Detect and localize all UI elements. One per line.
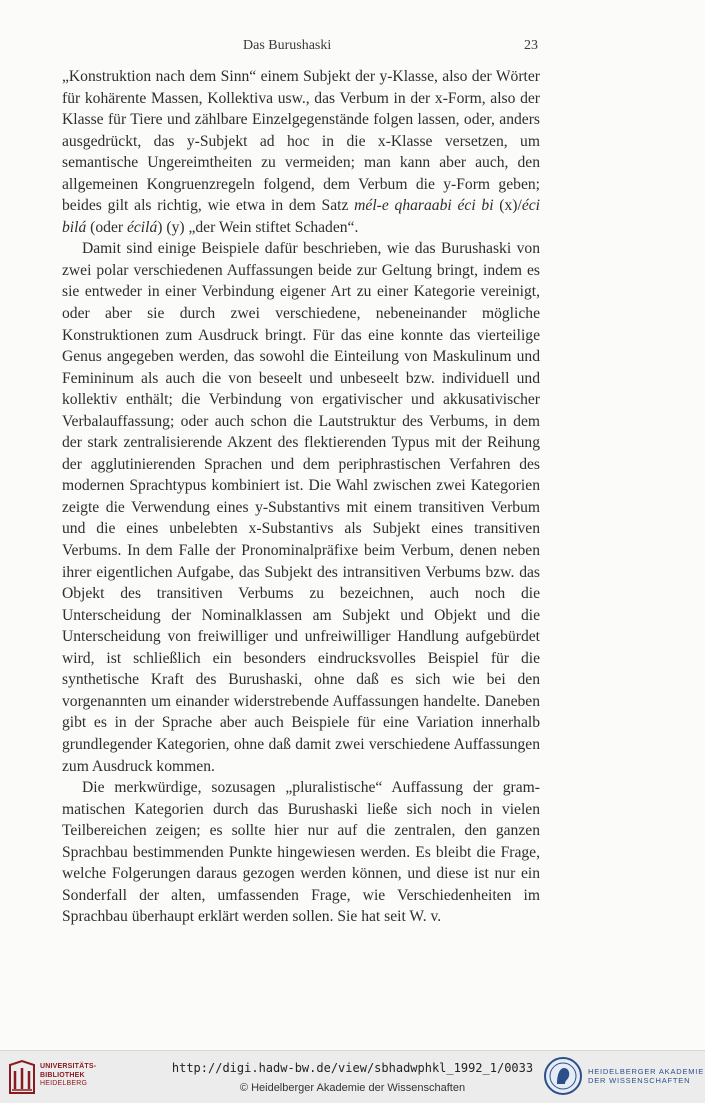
running-head (0, 38, 705, 56)
running-head-title: Das Burushaski (243, 38, 332, 53)
text-run: „Konstruktion nach dem Sinn“ einem Subjekt der y-Klasse, also der Wörter für kohärente Massen, Kollektiva usw., das Verbum in der x-Form, also der Klasse für Tiere und zählbare Einzelgegenstände folgen lassen, oder, anders ausgedrückt, das y-Subjekt ad hoc in die x-Klasse versetzen, um semantische Ungereimtheiten zu vermeiden; man kann aber auch, den allgemeinen Kongruenzregeln folgend, dem Verbum die y-Form geben; beides gilt als richtig, wie etwa in dem Satz (62, 68, 540, 215)
paragraph-2 (62, 238, 540, 777)
academy-name: HEIDELBERGER AKADEMIE DER WISSENSCHAFTEN (588, 1067, 704, 1085)
text-run: (oder (86, 218, 127, 236)
italic-term: mél-e qharaabi éci bi (354, 197, 494, 215)
text-run: Damit sind einige Beispiele dafür beschrieben, wie das Burushaski von zwei polar verschiedenen Auffassungen beide zur Geltung bringt, indem es sie entweder in einer Verbindung eigener Art zu einer Kategorie vereinigt, oder aber sie durch zwei verschiedene, nebeneinander mögliche Konstruktionen zum Ausdruck bringt. Für das eine konnte das vierteilige Genus angegeben werden, das sowohl die Einteilung von Maskulinum und Femininum als auch die von beseelt und unbeseelt bzw. individuell und kollektiv enthält; die Verbindung von ergativischer und akkusativischer Verbalauffassung; oder auch schon die Lautstruktur des Verbums, in dem der stark zentralisierende Akzent des flektierenden Typus mit der Reihung der agglutinierenden Sprachen und dem periphrastischen Verfahren des modernen Sprachtypus kombiniert ist. Die Wahl zwischen zwei Kategorien zeigte die Verwendung eines y-Substantivs mit einem transitiven Verbum und die eines unbelebten x-Substantivs als Subjekt eines transitiven Verbums. In dem Falle der Pronominalpräfixe beim Verbum, denen neben ihrer eigentlichen Aufgabe, das Subjekt des intransitiven Verbums bzw. das Objekt des transitiven Verbums zu bezeichnen, auch noch die Unterscheidung der Nominalklassen am Subjekt und Objekt und die Unterscheidung von freiwilliger und unfreiwilliger Handlung aufgebürdet wird, ist schließlich ein besonders eindrucksvolles Beispiel für die synthetische Kraft des Burushaski, ohne daß es sich wie bei den vorgenannten um einander widerstrebende Auffassungen handelte. Daneben gibt es in der Sprache aber auch Beispiele für eine Variation innerhalb grundlegender Kategorien, ohne daß damit zwei verschiedene Auffassungen zum Ausdruck kommen. (62, 240, 540, 775)
academy-seal-icon (543, 1056, 583, 1096)
permalink-url[interactable]: http://digi.hadw-bw.de/view/sbhadwphkl_1992_1/0033 (171, 1061, 534, 1075)
text-run: ) (y) „der Wein stiftet Schaden“. (157, 218, 359, 236)
italic-term: éci bilá (62, 197, 541, 236)
page-number: 23 (524, 38, 538, 53)
italic-term: écilá (126, 218, 158, 236)
paragraph-1 (62, 66, 540, 238)
text-run: Die merkwürdige, sozusagen „pluralistische“ Auffassung der grammatischen Kategorien durch das Burushaski ließe sich noch in vielen Teilbereichen zeigen; es sollte hier nur auf die zentralen, den ganzen Sprachbau bestimmenden Punkte hingewiesen werden. Es bleibt die Frage, welche Folgerungen daraus gezogen werden können, und diese ist nur ein Sonderfall der alten, umfassenden Frage, wie Verschiedenheiten im Sprachbau überhaupt erklärt werden sollen. Sie hat seit W. v. (62, 779, 540, 926)
body-text (62, 66, 540, 928)
text-run: (x)/ (493, 197, 522, 215)
footer-bar (0, 1050, 705, 1103)
paragraph-3 (62, 777, 540, 928)
university-library-name: UNIVERSITÄTS- BIBLIOTHEK HEIDELBERG (40, 1063, 97, 1087)
copyright-notice: © Heidelberger Akademie der Wissenschaften (239, 1082, 466, 1094)
